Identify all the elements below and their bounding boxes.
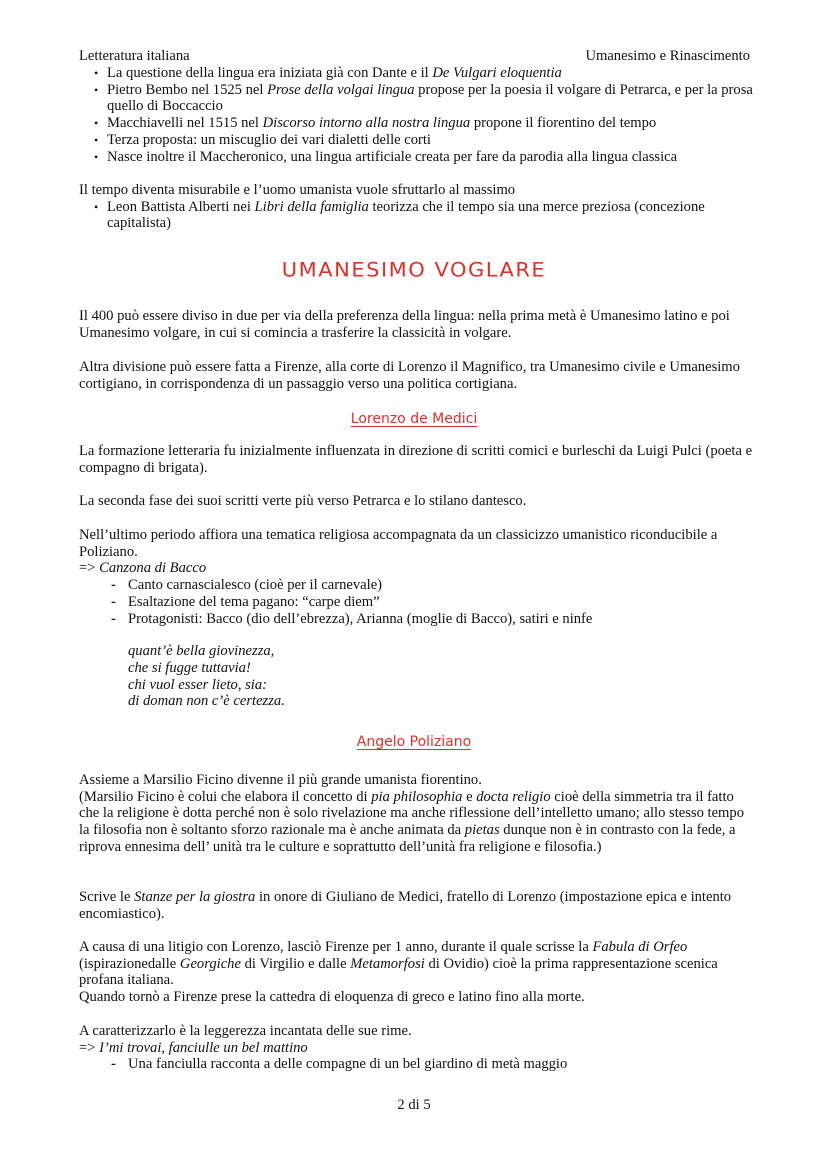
list-item: [79, 115, 753, 132]
list-item: [79, 65, 753, 82]
list-item: - Canto carnascialesco (cioè per il carnevale): [79, 577, 753, 594]
paragraph: A caratterizzarlo è la leggerezza incantata delle sue rime.: [79, 1023, 412, 1039]
poliziano-rime: [79, 1023, 753, 1073]
paragraph: La seconda fase dei suoi scritti verte più verso Petrarca e lo stilano dantesco.: [79, 493, 527, 509]
list-item: - Protagonisti: Bacco (dio dell’ebrezza), Arianna (moglie di Bacco), satiri e ninfe: [79, 611, 753, 628]
work-reference: [79, 560, 753, 577]
text: Leon Battista Alberti nei: [107, 198, 255, 215]
header-right: Umanesimo e Rinascimento: [585, 48, 750, 64]
work-title: I’mi trovai, fanciulle un bel mattino: [99, 1039, 308, 1056]
work-title: De Vulgari eloquentia: [432, 65, 562, 81]
work-title: Fabula di Orfeo: [592, 939, 688, 955]
list-item: [79, 82, 753, 115]
paragraph: Il tempo diventa misurabile e l’uomo umanista vuole sfruttarlo al massimo: [79, 182, 516, 198]
poliziano-ficino: [79, 772, 753, 856]
paragraph: A causa di una litigio con Lorenzo, lasciò Firenze per 1 anno, durante il quale scrisse la Fabula di Orfeo (ispirazionedalle Georgiche di Virgilio e dalle Metamorfosi di Ovidio) cioè la prima rappresentazione scenica profana italiana.: [79, 939, 718, 989]
subsection-title-lorenzo: Lorenzo de Medici: [350, 411, 478, 427]
paragraph: Assieme a Marsilio Ficino divenne il più grande umanista fiorentino.: [79, 772, 482, 788]
work-title: Stanze per la giostra: [134, 889, 256, 905]
paragraph: Scrive le Stanze per la giostra in onore di Giuliano de Medici, fratello di Lorenzo (impostazione epica e intento encomiastico).: [79, 889, 732, 922]
paragraph: Altra divisione può essere fatta a Firenze, alla corte di Lorenzo il Magnifico, tra Umanesimo civile e Umanesimo cortigiano, in corrispondenza di un passaggio verso una politica cortigiana.: [79, 359, 740, 392]
term: docta religio: [476, 788, 551, 805]
tempo-block: [79, 182, 753, 232]
subsection-title-poliziano: Angelo Poliziano: [356, 734, 472, 750]
paragraph: Quando tornò a Firenze prese la cattedra di eloquenza di greco e latino fino alla morte.: [79, 989, 585, 1006]
text: Nasce inoltre il Maccheronico, una lingua artificiale creata per fare da parodia alla lingua classica: [107, 148, 678, 165]
work-title: Metamorfosi: [350, 955, 425, 972]
lorenzo-last-period: [79, 527, 753, 710]
arrow: =>: [79, 1039, 100, 1056]
paragraph: (Marsilio Ficino è colui che elabora il concetto di pia philosophia e docta religio cioè della simmetria tra il fatto che la religione è dotta perché non è solo rivelazione ma anche riflessione dell’intelletto umano; allo stesso tempo la filosofia non è soltanto sforzo razionale ma è anche animata da pietas dunque non è in contrasto con la fede, a riprova ennesima dell’ unità tra le culture e soprattutto dell’unità fra religione e filosofia.): [79, 788, 745, 855]
header-left: Letteratura italiana: [79, 48, 190, 64]
poem-line: chi vuol esser lieto, sia:: [128, 676, 268, 693]
list-item: [79, 199, 753, 232]
term: pia philosophia: [371, 788, 463, 805]
paragraph: Nell’ultimo periodo affiora una tematica religiosa accompagnata da un classicizzo umanistico riconducibile a Poliziano.: [79, 527, 718, 560]
arrow: =>: [79, 560, 100, 577]
text: Macchiavelli nel 1515 nel: [107, 115, 263, 132]
work-title: Canzona di Bacco: [99, 560, 207, 577]
work-title: Discorso intorno alla nostra lingua: [262, 115, 471, 132]
term: pietas: [464, 822, 500, 839]
work-title: Libri della famiglia: [254, 198, 369, 215]
paragraph: Il 400 può essere diviso in due per via della preferenza della lingua: nella prima metà è Umanesimo latino e poi Umanesimo volgare, in cui si comincia a trasferire la classicità in volgare.: [79, 308, 730, 341]
list-item: [79, 149, 753, 166]
list-item: - Esaltazione del tema pagano: “carpe diem”: [79, 594, 753, 611]
poem-line: quant’è bella giovinezza,: [128, 643, 275, 660]
poliziano-orfeo: [79, 939, 753, 1006]
poem-line: che si fugge tuttavia!: [128, 659, 251, 676]
text: propose per la poesia il volgare di Petrarca, e per la prosa quello di Boccaccio: [107, 81, 753, 115]
work-reference: [79, 1040, 753, 1057]
poem-line: di doman non c’è certezza.: [128, 693, 285, 710]
page-number: 2 di 5: [397, 1097, 431, 1113]
text: La questione della lingua era iniziata già con Dante e il: [107, 65, 433, 81]
lingua-list: [79, 65, 753, 165]
paragraph: La formazione letteraria fu inizialmente influenzata in direzione di scritti comici e burleschi da Luigi Pulci (poeta e compagno di brigata).: [79, 443, 753, 476]
text: Pietro Bembo nel 1525 nel: [107, 81, 268, 98]
list-item: [79, 132, 753, 149]
work-title: Georgiche: [179, 955, 241, 972]
poem: [79, 643, 753, 710]
list-item: - Una fanciulla racconta a delle compagne di un bel giardino di metà maggio: [79, 1056, 753, 1073]
text: teorizza che il tempo sia una merce preziosa (concezione capitalista): [107, 198, 705, 232]
work-title: Prose della volgai lingua: [267, 81, 415, 98]
section-title: UMANESIMO VOGLARE: [281, 258, 547, 282]
text: Terza proposta: un miscuglio dei vari dialetti delle corti: [107, 131, 431, 148]
text: propone il fiorentino del tempo: [470, 115, 657, 132]
